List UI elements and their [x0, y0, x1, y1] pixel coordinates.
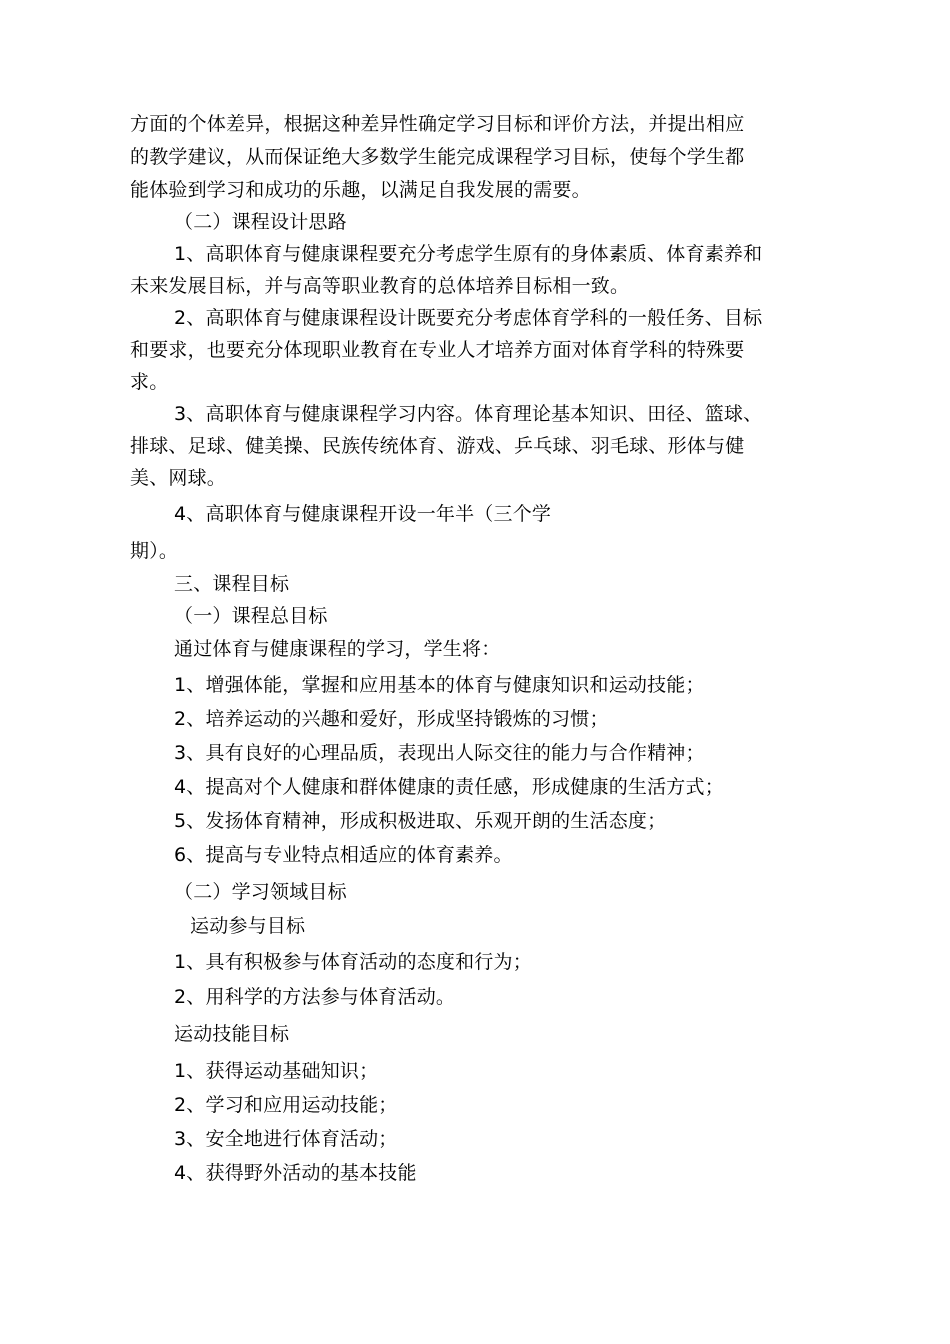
list-item: 1、获得运动基础知识； — [174, 1060, 379, 1082]
list-item: 3、具有良好的心理品质，表现出人际交往的能力与合作精神； — [174, 742, 705, 764]
paragraph-line: 4、高职体育与健康课程开设一年半（三个学 — [174, 503, 552, 525]
list-item: 2、培养运动的兴趣和爱好，形成坚持锻炼的习惯； — [174, 708, 609, 730]
paragraph-line: 1、高职体育与健康课程要充分考虑学生原有的身体素质、体育素养和 — [174, 243, 763, 265]
paragraph-line: 方面的个体差异，根据这种差异性确定学习目标和评价方法，并提出相应 — [130, 113, 745, 135]
list-item: 4、提高对个人健康和群体健康的责任感，形成健康的生活方式； — [174, 776, 724, 798]
paragraph-line: 美、网球。 — [130, 467, 227, 489]
list-item: 2、学习和应用运动技能； — [174, 1094, 398, 1116]
list-item: 5、发扬体育精神，形成积极进取、乐观开朗的生活态度； — [174, 810, 667, 832]
list-item: 6、提高与专业特点相适应的体育素养。 — [174, 844, 513, 866]
paragraph-line: 的教学建议，从而保证绝大多数学生能完成课程学习目标，使每个学生都 — [130, 146, 745, 168]
section-heading: （二）课程设计思路 — [174, 211, 347, 233]
subsection-heading: 运动技能目标 — [174, 1023, 290, 1045]
paragraph-line: 2、高职体育与健康课程设计既要充分考虑体育学科的一般任务、目标 — [174, 307, 763, 329]
paragraph-line: 排球、足球、健美操、民族传统体育、游戏、乒乓球、羽毛球、形体与健 — [130, 435, 745, 457]
section-heading: 三、课程目标 — [174, 573, 290, 595]
paragraph-line: 期）。 — [130, 540, 179, 562]
paragraph-line: 通过体育与健康课程的学习，学生将： — [174, 638, 501, 660]
section-heading: （二）学习领域目标 — [174, 881, 347, 903]
paragraph-line: 求。 — [130, 371, 169, 393]
list-item: 4、获得野外活动的基本技能 — [174, 1162, 417, 1184]
list-item: 3、安全地进行体育活动； — [174, 1128, 398, 1150]
paragraph-line: 3、高职体育与健康课程学习内容。体育理论基本知识、田径、篮球、 — [174, 403, 763, 425]
paragraph-line: 和要求，也要充分体现职业教育在专业人才培养方面对体育学科的特殊要 — [130, 339, 745, 361]
list-item: 2、用科学的方法参与体育活动。 — [174, 986, 456, 1008]
subsection-heading: 运动参与目标 — [190, 915, 306, 937]
paragraph-line: 能体验到学习和成功的乐趣，以满足自我发展的需要。 — [130, 179, 591, 201]
list-item: 1、增强体能，掌握和应用基本的体育与健康知识和运动技能； — [174, 674, 705, 696]
list-item: 1、具有积极参与体育活动的态度和行为； — [174, 951, 532, 973]
section-heading: （一）课程总目标 — [174, 605, 328, 627]
paragraph-line: 未来发展目标，并与高等职业教育的总体培养目标相一致。 — [130, 275, 630, 297]
